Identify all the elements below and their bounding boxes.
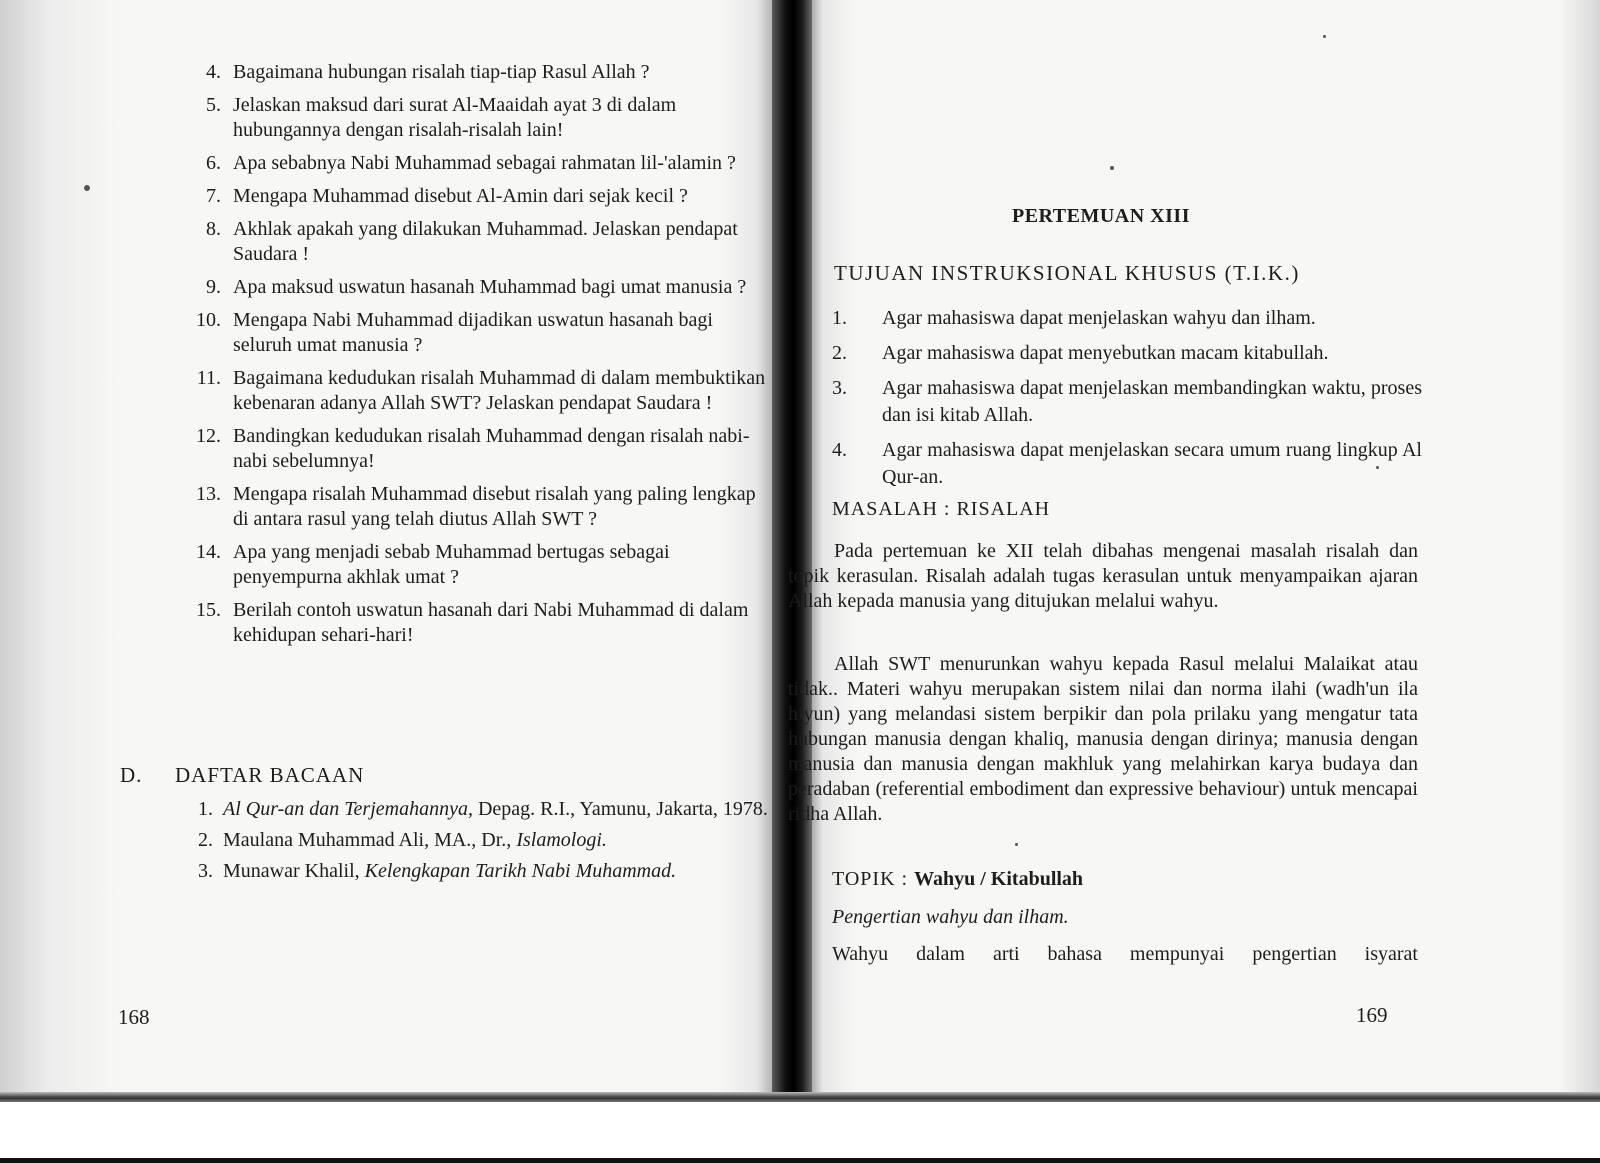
list-item xyxy=(185,308,770,358)
list-item xyxy=(185,275,770,300)
reference-title: Kelengkapan Tarikh Nabi Muhammad. xyxy=(364,860,677,882)
item-text: Agar mahasiswa dapat menjelaskan membandingkan waktu, proses dan isi kitab Allah. xyxy=(882,377,1422,426)
item-number: 12. xyxy=(196,425,221,447)
reference-details: Depag. R.I., Yamunu, Jakarta, 1978. xyxy=(472,798,768,820)
item-text: Akhlak apakah yang dilakukan Muhammad. Jelaskan pendapat Saudara ! xyxy=(233,218,738,265)
item-number: 1. xyxy=(198,798,213,820)
scan-margin xyxy=(0,1102,1600,1163)
item-text: Mengapa risalah Muhammad disebut risalah yang paling lengkap di antara rasul yang telah diutus Allah SWT ? xyxy=(233,483,756,530)
item-number: 11. xyxy=(196,367,221,389)
reference-item xyxy=(175,859,775,884)
item-text: Bagaimana hubungan risalah tiap-tiap Rasul Allah ? xyxy=(233,61,650,83)
tik-heading: TUJUAN INSTRUKSIONAL KHUSUS (T.I.K.) xyxy=(834,261,1300,285)
item-text: Apa maksud uswatun hasanah Muhammad bagi umat manusia ? xyxy=(233,276,747,298)
paragraph-3-start: Wahyu dalam arti bahasa mempunyai pengertian isyarat xyxy=(832,943,1418,965)
reference-list xyxy=(175,797,775,890)
item-number: 5. xyxy=(206,94,221,116)
item-text: Mengapa Muhammad disebut Al-Amin dari sejak kecil ? xyxy=(233,185,688,207)
reference-author: Munawar Khalil, xyxy=(223,860,365,882)
item-number: 15. xyxy=(196,599,221,621)
left-page xyxy=(0,0,780,1100)
question-list xyxy=(185,60,770,656)
list-item xyxy=(185,93,770,143)
scan-speck xyxy=(1110,166,1114,170)
paragraph-2: Allah SWT menurunkan wahyu kepada Rasul melalui Malaikat atau tidak.. Materi wahyu merupakan sistem nilai dan norma ilahi (wadh'un ila hiyun) yang melandasi sistem berpikir dan pola prilaku yang mengatur tata hubungan manusia dengan khaliq, manusia dengan dirinya; manusia dengan manusia dan manusia dengan makhluk yang melahirkan karya budaya dan peradaban (referential embodiment dan expressive behaviour) untuk mencapai ridha Allah. xyxy=(788,653,1418,825)
item-text: Agar mahasiswa dapat menjelaskan secara umum ruang lingkup Al Qur-an. xyxy=(882,439,1422,488)
item-number: 14. xyxy=(196,541,221,563)
item-text: Bandingkan kedudukan risalah Muhammad dengan risalah nabi-nabi sebelumnya! xyxy=(233,425,750,472)
page-number-left: 168 xyxy=(118,1005,150,1029)
item-text: Agar mahasiswa dapat menyebutkan macam kitabullah. xyxy=(882,342,1329,364)
item-number: 6. xyxy=(206,152,221,174)
reference-author: Maulana Muhammad Ali, MA., Dr., xyxy=(223,829,517,851)
list-item xyxy=(832,340,1422,367)
list-item xyxy=(185,184,770,209)
item-text: Apa sebabnya Nabi Muhammad sebagai rahmatan lil-'alamin ? xyxy=(233,152,736,174)
item-number: 2. xyxy=(198,829,213,851)
item-number: 3. xyxy=(198,860,213,882)
scan-speck xyxy=(1376,466,1379,469)
item-text: Mengapa Nabi Muhammad dijadikan uswatun hasanah bagi seluruh umat manusia ? xyxy=(233,309,713,356)
subheading-wahyu-ilham: Pengertian wahyu dan ilham. xyxy=(832,906,1069,928)
item-text: Berilah contoh uswatun hasanah dari Nabi Muhammad di dalam kehidupan sehari-hari! xyxy=(233,599,749,646)
scan-border xyxy=(0,1158,1600,1163)
item-number: 7. xyxy=(206,185,221,207)
item-number: 8. xyxy=(206,218,221,240)
item-number: 9. xyxy=(206,276,221,298)
topik-value: Wahyu / Kitabullah xyxy=(914,868,1084,890)
reference-item xyxy=(175,797,775,822)
item-number: 13. xyxy=(196,483,221,505)
topik-line xyxy=(832,868,1083,891)
scan-speck xyxy=(1015,843,1018,846)
list-item xyxy=(185,424,770,474)
item-text: Agar mahasiswa dapat menjelaskan wahyu dan ilham. xyxy=(882,307,1316,329)
paragraph-1: Pada pertemuan ke XII telah dibahas mengenai masalah risalah dan topik kerasulan. Risalah adalah tugas kerasulan untuk menyampaikan ajaran Allah kepada manusia yang ditujukan melalui wahyu. xyxy=(788,540,1418,612)
page-title: PERTEMUAN XIII xyxy=(1012,205,1190,227)
scan-speck xyxy=(1323,35,1326,38)
scan-speck xyxy=(84,185,90,191)
list-item xyxy=(832,305,1422,332)
list-item xyxy=(185,366,770,416)
objectives-list xyxy=(832,305,1422,499)
page-bottom-edge xyxy=(0,1092,1600,1102)
list-item xyxy=(832,375,1422,429)
section-heading-daftar-bacaan xyxy=(120,763,364,788)
reference-item xyxy=(175,828,775,853)
item-number: 10. xyxy=(196,309,221,331)
item-text: Jelaskan maksud dari surat Al-Maaidah ayat 3 di dalam hubungannya dengan risalah-risalah lain! xyxy=(233,94,677,141)
item-number: 3. xyxy=(832,377,847,399)
item-text: Bagaimana kedudukan risalah Muhammad di dalam membuktikan kebenaran adanya Allah SWT? Jelaskan pendapat Saudara ! xyxy=(233,367,766,414)
list-item xyxy=(185,540,770,590)
page-number-right: 169 xyxy=(1356,1003,1388,1027)
list-item xyxy=(185,60,770,85)
list-item xyxy=(185,598,770,648)
item-number: 2. xyxy=(832,342,847,364)
list-item xyxy=(185,482,770,532)
item-text: Apa yang menjadi sebab Muhammad bertugas sebagai penyempurna akhlak umat ? xyxy=(233,541,670,588)
list-item xyxy=(185,151,770,176)
item-number: 4. xyxy=(832,439,847,461)
list-item xyxy=(832,437,1422,491)
list-item xyxy=(185,217,770,267)
reference-title: Al Qur-an dan Terjemahannya, xyxy=(223,798,473,820)
section-letter: D. xyxy=(120,763,143,787)
topik-label: TOPIK : xyxy=(832,868,915,890)
masalah-heading: MASALAH : RISALAH xyxy=(832,498,1051,520)
reference-title: Islamologi. xyxy=(516,829,607,851)
item-number: 1. xyxy=(832,307,847,329)
item-number: 4. xyxy=(206,61,221,83)
section-title: DAFTAR BACAAN xyxy=(175,763,365,787)
